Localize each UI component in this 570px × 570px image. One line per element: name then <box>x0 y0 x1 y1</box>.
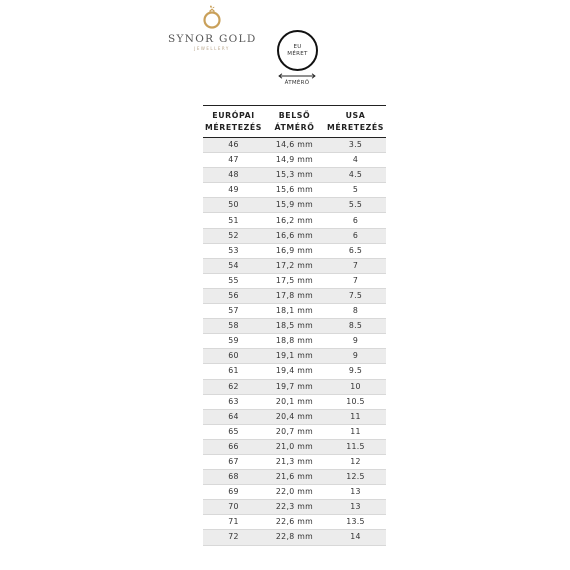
eu-size-cell: 50 <box>203 198 264 213</box>
column-header-line: MÉRETEZÉS <box>326 122 385 132</box>
eu-size-cell: 71 <box>203 515 264 530</box>
eu-size-cell: 57 <box>203 304 264 319</box>
us-size-cell: 9 <box>325 349 386 364</box>
us-size-cell: 13 <box>325 485 386 500</box>
us-size-cell: 8 <box>325 304 386 319</box>
inner-diameter-cell: 20,4 mm <box>264 409 325 424</box>
eu-size-cell: 60 <box>203 349 264 364</box>
eu-size-cell: 48 <box>203 168 264 183</box>
table-body <box>203 138 386 546</box>
us-size-cell: 7 <box>325 258 386 273</box>
table-row <box>203 213 386 228</box>
ring-logo-icon <box>202 5 222 31</box>
brand-tagline: JEWELLERY <box>194 46 230 51</box>
eu-size-cell: 68 <box>203 470 264 485</box>
inner-diameter-cell: 15,9 mm <box>264 198 325 213</box>
eu-size-cell: 63 <box>203 394 264 409</box>
us-size-cell: 11 <box>325 424 386 439</box>
us-size-cell: 7.5 <box>325 288 386 303</box>
table-row <box>203 409 386 424</box>
eu-size-cell: 72 <box>203 530 264 545</box>
table-row <box>203 319 386 334</box>
table-row <box>203 334 386 349</box>
inner-diameter-cell: 15,6 mm <box>264 183 325 198</box>
us-size-cell: 5.5 <box>325 198 386 213</box>
us-size-cell: 12.5 <box>325 470 386 485</box>
inner-diameter-cell: 17,8 mm <box>264 288 325 303</box>
eu-size-cell: 58 <box>203 319 264 334</box>
inner-diameter-cell: 17,5 mm <box>264 273 325 288</box>
us-size-cell: 4.5 <box>325 168 386 183</box>
inner-diameter-cell: 20,7 mm <box>264 424 325 439</box>
eu-size-cell: 54 <box>203 258 264 273</box>
inner-diameter-cell: 18,8 mm <box>264 334 325 349</box>
column-header-diameter <box>264 106 325 138</box>
table-row <box>203 485 386 500</box>
inner-diameter-cell: 21,3 mm <box>264 454 325 469</box>
us-size-cell: 6 <box>325 228 386 243</box>
inner-diameter-cell: 16,9 mm <box>264 243 325 258</box>
column-header-line: BELSŐ <box>278 110 311 120</box>
ring-circle-icon <box>277 30 318 71</box>
table-row <box>203 258 386 273</box>
us-size-cell: 12 <box>325 454 386 469</box>
eu-size-cell: 53 <box>203 243 264 258</box>
eu-size-cell: 69 <box>203 485 264 500</box>
ring-size-diagram <box>274 28 322 90</box>
eu-size-cell: 49 <box>203 183 264 198</box>
us-size-cell: 7 <box>325 273 386 288</box>
inner-diameter-cell: 18,1 mm <box>264 304 325 319</box>
table-row <box>203 304 386 319</box>
table-row <box>203 288 386 303</box>
eu-size-cell: 47 <box>203 153 264 168</box>
inner-diameter-cell: 22,3 mm <box>264 500 325 515</box>
inner-diameter-cell: 14,6 mm <box>264 138 325 153</box>
us-size-cell: 4 <box>325 153 386 168</box>
inner-diameter-cell: 19,1 mm <box>264 349 325 364</box>
column-header-line: ÁTMÉRŐ <box>274 122 315 132</box>
table-row <box>203 198 386 213</box>
eu-size-cell: 55 <box>203 273 264 288</box>
column-header-line: EURÓPAI <box>212 110 255 120</box>
inner-diameter-cell: 20,1 mm <box>264 394 325 409</box>
eu-size-cell: 59 <box>203 334 264 349</box>
us-size-cell: 11 <box>325 409 386 424</box>
eu-size-cell: 64 <box>203 409 264 424</box>
eu-size-cell: 67 <box>203 454 264 469</box>
ring-circle-label-eu: EU <box>293 43 302 50</box>
us-size-cell: 9.5 <box>325 364 386 379</box>
column-header-line: MÉRETEZÉS <box>204 122 263 132</box>
us-size-cell: 8.5 <box>325 319 386 334</box>
inner-diameter-cell: 22,0 mm <box>264 485 325 500</box>
ring-circle-label-meret: MÉRET <box>287 50 308 57</box>
us-size-cell: 6.5 <box>325 243 386 258</box>
inner-diameter-cell: 19,7 mm <box>264 379 325 394</box>
brand-logo <box>168 5 256 67</box>
table-row <box>203 530 386 545</box>
brand-name: SYNOR GOLD <box>168 33 257 45</box>
eu-size-cell: 56 <box>203 288 264 303</box>
inner-diameter-cell: 21,6 mm <box>264 470 325 485</box>
column-header-line: USA <box>345 110 366 120</box>
us-size-cell: 6 <box>325 213 386 228</box>
inner-diameter-cell: 19,4 mm <box>264 364 325 379</box>
table-row <box>203 500 386 515</box>
us-size-cell: 11.5 <box>325 439 386 454</box>
inner-diameter-cell: 16,6 mm <box>264 228 325 243</box>
inner-diameter-cell: 21,0 mm <box>264 439 325 454</box>
table-row <box>203 470 386 485</box>
table-row <box>203 379 386 394</box>
inner-diameter-cell: 16,2 mm <box>264 213 325 228</box>
us-size-cell: 13 <box>325 500 386 515</box>
us-size-cell: 14 <box>325 530 386 545</box>
us-size-cell: 3.5 <box>325 138 386 153</box>
us-size-cell: 5 <box>325 183 386 198</box>
us-size-cell: 13.5 <box>325 515 386 530</box>
table-row <box>203 364 386 379</box>
table-row <box>203 454 386 469</box>
inner-diameter-cell: 22,6 mm <box>264 515 325 530</box>
table-row <box>203 153 386 168</box>
diameter-label: ÁTMÉRŐ <box>284 80 310 86</box>
table-row <box>203 183 386 198</box>
table-row <box>203 138 386 153</box>
table-row <box>203 243 386 258</box>
inner-diameter-cell: 18,5 mm <box>264 319 325 334</box>
ring-size-table <box>203 105 386 546</box>
us-size-cell: 9 <box>325 334 386 349</box>
inner-diameter-cell: 22,8 mm <box>264 530 325 545</box>
eu-size-cell: 46 <box>203 138 264 153</box>
eu-size-cell: 61 <box>203 364 264 379</box>
eu-size-cell: 52 <box>203 228 264 243</box>
table-row <box>203 515 386 530</box>
column-header-usa <box>325 106 386 138</box>
inner-diameter-cell: 14,9 mm <box>264 153 325 168</box>
table-header-row <box>203 106 386 138</box>
us-size-cell: 10.5 <box>325 394 386 409</box>
eu-size-cell: 70 <box>203 500 264 515</box>
table-row <box>203 394 386 409</box>
eu-size-cell: 65 <box>203 424 264 439</box>
table-row <box>203 273 386 288</box>
table-row <box>203 439 386 454</box>
table-row <box>203 228 386 243</box>
us-size-cell: 10 <box>325 379 386 394</box>
eu-size-cell: 62 <box>203 379 264 394</box>
inner-diameter-cell: 17,2 mm <box>264 258 325 273</box>
table-row <box>203 168 386 183</box>
double-arrow-icon <box>278 73 316 79</box>
table-row <box>203 349 386 364</box>
eu-size-cell: 51 <box>203 213 264 228</box>
column-header-eu <box>203 106 264 138</box>
table-row <box>203 424 386 439</box>
eu-size-cell: 66 <box>203 439 264 454</box>
inner-diameter-cell: 15,3 mm <box>264 168 325 183</box>
